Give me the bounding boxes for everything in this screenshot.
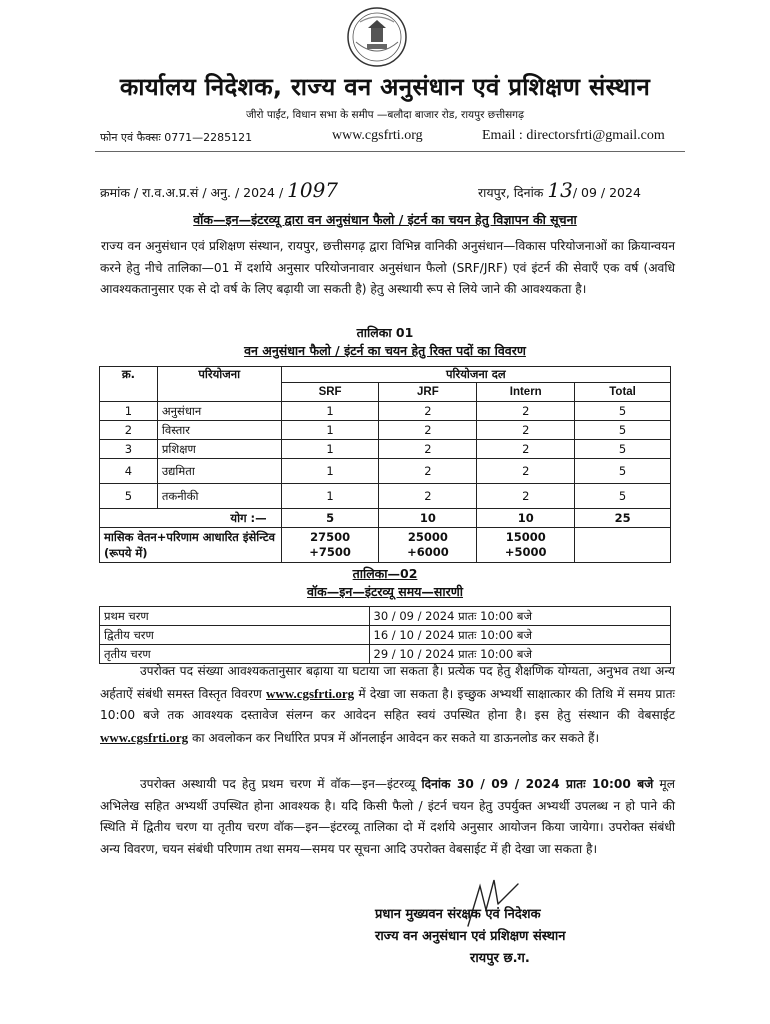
salary-jrf-incentive: +6000	[407, 545, 449, 559]
salary-jrf	[379, 528, 477, 563]
reference-number	[100, 178, 338, 202]
row-sno: 3	[100, 440, 158, 459]
row-sno: 4	[100, 459, 158, 484]
row-srf: 1	[281, 440, 379, 459]
salary-intern	[477, 528, 575, 563]
schedule-datetime: 30 / 09 / 2024 प्रातः 10:00 बजे	[369, 607, 670, 626]
row-total: 5	[575, 484, 671, 509]
table2-caption: तालिका—02	[352, 566, 418, 581]
table-row	[100, 484, 671, 509]
header-project-team: परियोजना दल	[281, 367, 670, 383]
row-total: 5	[575, 421, 671, 440]
reference-handwritten-number: 1097	[287, 178, 339, 202]
row-intern: 2	[477, 484, 575, 509]
row-project: अनुसंधान	[157, 402, 281, 421]
table2-title: वॉक—इन—इंटरव्यू समय—सारणी	[306, 584, 464, 599]
row-jrf: 2	[379, 440, 477, 459]
total-total: 25	[575, 509, 671, 528]
total-srf: 5	[281, 509, 379, 528]
website-link-2[interactable]: www.cgsfrti.org	[100, 729, 189, 745]
row-sno: 1	[100, 402, 158, 421]
row-intern: 2	[477, 421, 575, 440]
date-rest: / 09 / 2024	[572, 185, 641, 200]
row-jrf: 2	[379, 402, 477, 421]
row-sno: 2	[100, 421, 158, 440]
row-project: विस्तार	[157, 421, 281, 440]
website-link[interactable]: www.cgsfrti.org	[332, 128, 423, 143]
signatory-place: रायपुर छ.ग.	[470, 951, 530, 966]
table-row	[100, 421, 671, 440]
salary-total-empty	[575, 528, 671, 563]
details-text-2: में देखा जा सकता है। इच्छुक अभ्यर्थी साक्षात्कार की तिथि में समय प्रातः 10:00 बजे तक आवश्यक दस्तावेज संलग्न कर आवेदन सहित स्वयं उपस्थित होना है। इस हेतु संस्थान की वेबसाईट	[100, 686, 675, 722]
schedule-phase: तृतीय चरण	[100, 645, 370, 664]
paragraph-interview	[100, 774, 675, 860]
salary-srf-base: 27500	[310, 530, 351, 544]
row-srf: 1	[281, 402, 379, 421]
office-address: जीरो पाईंट, विधान सभा के समीप —बलौदा बाजार रोड, रायपुर छत्तीसगढ़	[246, 109, 524, 121]
table1-title: वन अनुसंधान फैलो / इंटर्न का चयन हेतु रिक्त पदों का विवरण	[244, 343, 526, 358]
row-intern: 2	[477, 402, 575, 421]
schedule-table	[99, 606, 671, 664]
phone-fax: फोन एवं फैक्सः 0771—2285121	[100, 131, 253, 144]
schedule-row	[100, 626, 671, 645]
row-srf: 1	[281, 484, 379, 509]
header-divider	[95, 151, 685, 152]
interview-text-2: मूल अभिलेख सहित अभ्यर्थी उपस्थित होना आवश्यक है। यदि किसी फैलो / इंटर्न चयन हेतु उपर्युक्त अभ्यर्थी उपलब्ध न हो पाने की स्थिति में द्वितीय चरण या तृतीय चरण वॉक—इन—इंटरव्यू तालिका दो में दर्शाये अनुसार आयोजन किया जायेगा। उपरोक्त संबंधी अन्य विवरण, चयन संबंधी परिणाम तथा समय—समय पर सूचना आदि उपरोक्त वेबसाईट में ही देखा जा सकता है।	[100, 777, 675, 856]
signatory-designation: प्रधान मुख्यवन संरक्षक एवं निदेशक	[375, 907, 541, 922]
row-intern: 2	[477, 459, 575, 484]
total-jrf: 10	[379, 509, 477, 528]
letter-date	[478, 178, 641, 202]
row-jrf: 2	[379, 421, 477, 440]
paragraph-details	[100, 661, 675, 749]
row-jrf: 2	[379, 459, 477, 484]
row-project: उद्यमिता	[157, 459, 281, 484]
salary-intern-base: 15000	[505, 530, 546, 544]
row-project: प्रशिक्षण	[157, 440, 281, 459]
table-row	[100, 440, 671, 459]
total-intern: 10	[477, 509, 575, 528]
details-text-1: उपरोक्त पद संख्या आवश्यकतानुसार बढ़ाया या घटाया जा सकता है। प्रत्येक पद हेतु शैक्षणिक योग्यता, अनुभव तथा अन्य अर्हताऐं संबंधी समस्त विस्तृत विवरण	[100, 664, 675, 701]
signatory-institute: राज्य वन अनुसंधान एवं प्रशिक्षण संस्थान	[375, 929, 566, 944]
date-prefix: रायपुर, दिनांक	[478, 185, 548, 200]
interview-text-1: उपरोक्त अस्थायी पद हेतु प्रथम चरण में वॉक—इन—इंटरव्यू	[140, 777, 422, 791]
header-sno: क्र.	[100, 367, 158, 402]
row-sno: 5	[100, 484, 158, 509]
interview-date-bold: दिनांक 30 / 09 / 2024 प्रातः 10:00 बजे	[421, 777, 654, 791]
table1-caption: तालिका 01	[356, 325, 414, 340]
salary-label: मासिक वेतन+परिणाम आधारित इंसेन्टिव (रूपये में)	[100, 528, 282, 563]
email-address[interactable]: Email : directorsfrti@gmail.com	[482, 128, 665, 143]
schedule-row	[100, 607, 671, 626]
schedule-phase: प्रथम चरण	[100, 607, 370, 626]
header-jrf: JRF	[379, 383, 477, 402]
schedule-datetime: 29 / 10 / 2024 प्रातः 10:00 बजे	[369, 645, 670, 664]
schedule-datetime: 16 / 10 / 2024 प्रातः 10:00 बजे	[369, 626, 670, 645]
schedule-phase: द्वितीय चरण	[100, 626, 370, 645]
row-srf: 1	[281, 459, 379, 484]
salary-row	[100, 528, 671, 563]
table-row	[100, 402, 671, 421]
salary-jrf-base: 25000	[407, 530, 448, 544]
salary-srf-incentive: +7500	[309, 545, 351, 559]
office-title: कार्यालय निदेशक, राज्य वन अनुसंधान एवं प्रशिक्षण संस्थान	[119, 73, 651, 101]
notice-subject: वॉक—इन—इंटरव्यू द्वारा वन अनुसंधान फैलो / इंटर्न का चयन हेतु विज्ञापन की सूचना	[193, 212, 577, 227]
row-project: तकनीकी	[157, 484, 281, 509]
header-intern: Intern	[477, 383, 575, 402]
row-total: 5	[575, 459, 671, 484]
header-total: Total	[575, 383, 671, 402]
row-intern: 2	[477, 440, 575, 459]
row-jrf: 2	[379, 484, 477, 509]
date-handwritten-day: 13	[547, 178, 573, 202]
salary-intern-incentive: +5000	[504, 545, 547, 559]
state-emblem-icon	[346, 6, 408, 68]
totals-row	[100, 509, 671, 528]
total-label: योग :—	[100, 509, 282, 528]
table-row	[100, 459, 671, 484]
salary-srf	[281, 528, 379, 563]
vacancy-table	[99, 366, 671, 563]
details-text-3: का अवलोकन कर निर्धारित प्रपत्र में ऑनलाईन आवेदन कर सकते या डाऊनलोड कर सकते हैं।	[188, 730, 600, 745]
reference-prefix: क्रमांक / रा.व.अ.प्र.सं / अनु. / 2024 /	[100, 185, 288, 200]
paragraph-intro: राज्य वन अनुसंधान एवं प्रशिक्षण संस्थान, रायपुर, छत्तीसगढ़ द्वारा विभिन्न वानिकी अनुसंधान—विकास परियोजनाओं का क्रियान्वयन करने हेतु नीचे तालिका—01 में दर्शाये अनुसार परियोजनावार अनुसंधान फैलो (SRF/JRF) एवं इंटर्न की सेवाएँ एक वर्ष (अवधि आवश्यकतानुसार एक से दो वर्ष के लिए बढ़ायी जा सकती है) हेतु अस्थायी रूप से लिये जाने की आवश्यकता है।	[100, 239, 675, 296]
row-srf: 1	[281, 421, 379, 440]
header-project: परियोजना	[157, 367, 281, 402]
website-link-1[interactable]: www.cgsfrti.org	[266, 685, 355, 701]
header-srf: SRF	[281, 383, 379, 402]
row-total: 5	[575, 402, 671, 421]
row-total: 5	[575, 440, 671, 459]
